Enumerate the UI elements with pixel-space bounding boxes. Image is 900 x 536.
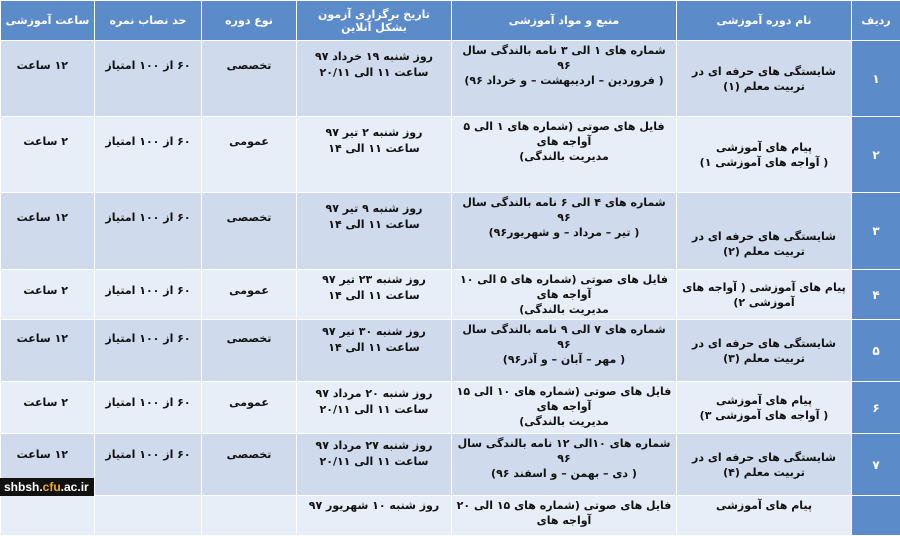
course-type-cell: عمومی <box>202 270 297 320</box>
table-row <box>1 41 900 117</box>
table-row <box>1 496 900 536</box>
pass-mark-cell <box>95 496 202 536</box>
course-name-cell: شایستگی های حرفه ای در تربیت معلم (۳) <box>677 320 852 382</box>
course-type-cell: عمومی <box>202 382 297 434</box>
table-row <box>1 270 900 320</box>
course-type-cell: عمومی <box>202 117 297 193</box>
exam-date-cell: روز شنبه ۹ تیر ۹۷ ساعت ۱۱ الی ۱۴ <box>297 193 452 270</box>
header-row-no: ردیف <box>852 1 900 41</box>
hours-cell: ۲ ساعت <box>1 117 95 193</box>
source-cell: شماره های ۱۰الی ۱۲ نامه بالندگی سال ۹۶ ( دی – بهمن – و اسفند ۹۶) <box>452 434 677 496</box>
pass-mark-cell: ۶۰ از ۱۰۰ امتیاز <box>95 193 202 270</box>
course-name-cell: شایستگی های حرفه ای در تربیت معلم (۲) <box>677 193 852 270</box>
course-type-cell: تخصصی <box>202 434 297 496</box>
hours-cell <box>1 496 95 536</box>
course-type-cell <box>202 496 297 536</box>
course-name-cell: پیام های آموزشی ( آواجه های آموزشی ۱) <box>677 117 852 193</box>
pass-mark-cell: ۶۰ از ۱۰۰ امتیاز <box>95 117 202 193</box>
site-watermark <box>0 478 94 496</box>
header-hours: ساعت آموزشی <box>1 1 95 41</box>
header-course-type: نوع دوره <box>202 1 297 41</box>
row-number: ۵ <box>852 320 900 382</box>
hours-cell: ۱۲ ساعت <box>1 320 95 382</box>
course-name-cell: پیام های آموزشی ( آواجه های آموزشی ۲) <box>677 270 852 320</box>
watermark-accent: cfu <box>43 480 61 494</box>
header-exam-date: تاریخ برگزاری آزمون بشکل آنلاین <box>297 1 452 41</box>
source-cell: شماره های ۱ الی ۳ نامه بالندگی سال ۹۶ ( فروردین – اردیبهشت – و خرداد ۹۶) <box>452 41 677 117</box>
table-row <box>1 117 900 193</box>
row-number: ۱ <box>852 41 900 117</box>
source-cell: شماره های ۴ الی ۶ نامه بالندگی سال ۹۶ ( تیر – مرداد – و شهریور۹۶) <box>452 193 677 270</box>
row-number: ۶ <box>852 382 900 434</box>
pass-mark-cell: ۶۰ از ۱۰۰ امتیاز <box>95 41 202 117</box>
exam-date-cell: روز شنبه ۲۰ مرداد ۹۷ ساعت ۱۱ الی ۲۰/۱۱ <box>297 382 452 434</box>
exam-date-cell: روز شنبه ۱۰ شهریور ۹۷ <box>297 496 452 536</box>
table-row <box>1 320 900 382</box>
hours-cell: ۱۲ ساعت <box>1 434 95 496</box>
row-number: ۲ <box>852 117 900 193</box>
source-cell: فایل های صوتی (شماره های ۱۵ الی ۲۰ آواجه های <box>452 496 677 536</box>
row-number: ۳ <box>852 193 900 270</box>
hours-cell: ۱۲ ساعت <box>1 41 95 117</box>
course-type-cell: تخصصی <box>202 41 297 117</box>
source-cell: فایل های صوتی (شماره های ۱۰ الی ۱۵ آواجه های مدیریت بالندگی) <box>452 382 677 434</box>
course-name-cell: پیام های آموزشی ( آواجه های آموزشی ۳) <box>677 382 852 434</box>
header-source: منبع و مواد آموزشی <box>452 1 677 41</box>
exam-date-cell: روز شنبه ۲ تیر ۹۷ ساعت ۱۱ الی ۱۴ <box>297 117 452 193</box>
source-cell: فایل های صوتی (شماره های ۱ الی ۵ آواجه های مدیریت بالندگی) <box>452 117 677 193</box>
table-row <box>1 434 900 496</box>
pass-mark-cell: ۶۰ از ۱۰۰ امتیاز <box>95 382 202 434</box>
exam-date-cell: روز شنبه ۲۷ مرداد ۹۷ ساعت ۱۱ الی ۲۰/۱۱ <box>297 434 452 496</box>
row-number: ۴ <box>852 270 900 320</box>
table-row <box>1 382 900 434</box>
watermark-prefix: shbsh. <box>4 480 43 494</box>
pass-mark-cell: ۶۰ از ۱۰۰ امتیاز <box>95 320 202 382</box>
course-type-cell: تخصصی <box>202 193 297 270</box>
course-type-cell: تخصصی <box>202 320 297 382</box>
course-name-cell: شایستگی های حرفه ای در تربیت معلم (۴) <box>677 434 852 496</box>
hours-cell: ۲ ساعت <box>1 270 95 320</box>
pass-mark-cell: ۶۰ از ۱۰۰ امتیاز <box>95 270 202 320</box>
header-course-name: نام دوره آموزشی <box>677 1 852 41</box>
source-cell: فایل های صوتی (شماره های ۵ الی ۱۰ آواجه های مدیریت بالندگی) <box>452 270 677 320</box>
header-pass-mark: حد نصاب نمره <box>95 1 202 41</box>
exam-date-cell: روز شنبه ۲۳ تیر ۹۷ ساعت ۱۱ الی ۱۴ <box>297 270 452 320</box>
hours-cell: ۱۲ ساعت <box>1 193 95 270</box>
header-row <box>1 1 900 41</box>
exam-date-cell: روز شنبه ۳۰ تیر ۹۷ ساعت ۱۱ الی ۱۴ <box>297 320 452 382</box>
course-name-cell: پیام های آموزشی <box>677 496 852 536</box>
exam-date-cell: روز شنبه ۱۹ خرداد ۹۷ ساعت ۱۱ الی ۲۰/۱۱ <box>297 41 452 117</box>
hours-cell: ۲ ساعت <box>1 382 95 434</box>
row-number <box>852 496 900 536</box>
course-name-cell: شایستگی های حرفه ای در تربیت معلم (۱) <box>677 41 852 117</box>
row-number: ۷ <box>852 434 900 496</box>
pass-mark-cell: ۶۰ از ۱۰۰ امتیاز <box>95 434 202 496</box>
table-row <box>1 193 900 270</box>
watermark-suffix: .ac.ir <box>61 480 89 494</box>
source-cell: شماره های ۷ الی ۹ نامه بالندگی سال ۹۶ ( مهر – آبان – و آذر۹۶) <box>452 320 677 382</box>
